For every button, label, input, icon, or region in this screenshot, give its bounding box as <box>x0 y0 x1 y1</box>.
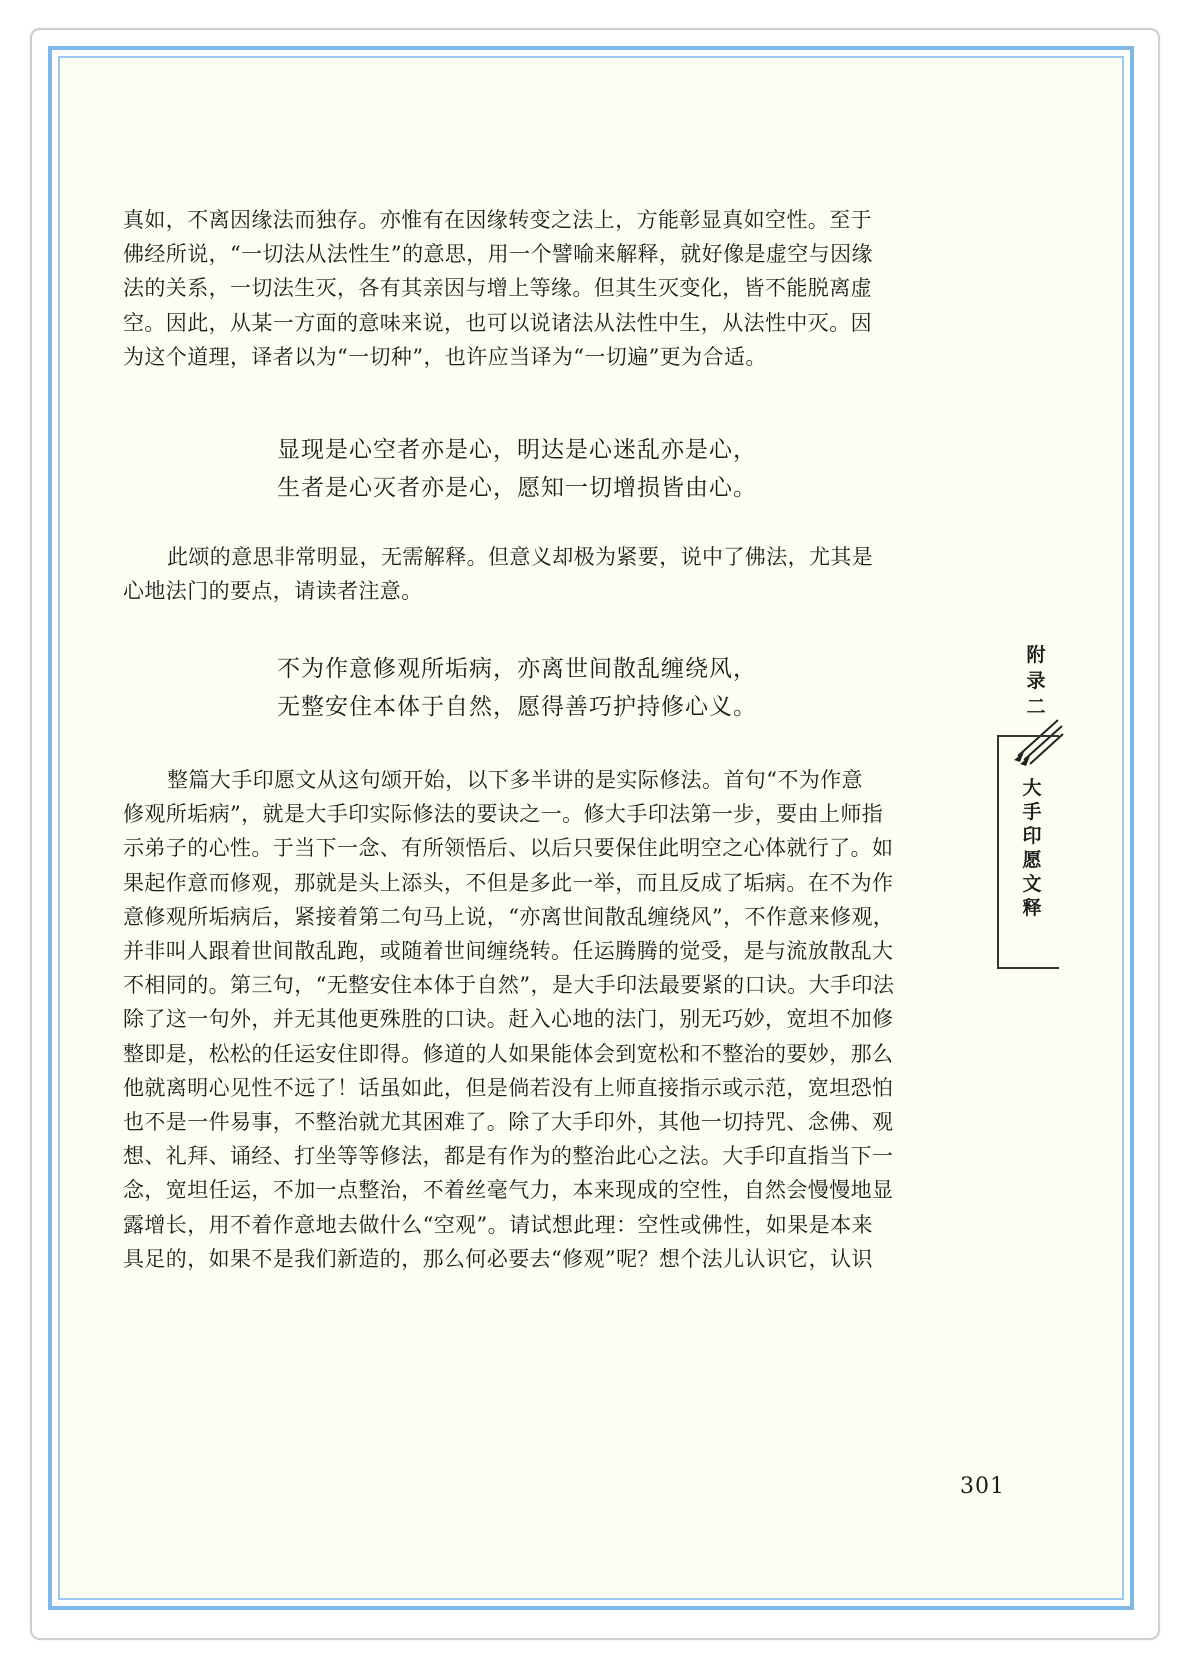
side-title-char: 印 <box>1022 825 1042 847</box>
text-line: 法的关系，一切法生灭，各有其亲因与增上等缘。但其生灭变化，皆不能脱离虚 <box>123 276 872 301</box>
verse-2 <box>277 650 757 726</box>
paragraph-3 <box>123 763 923 1276</box>
text-line: 露增长，用不着作意地去做什么“空观”。请试想此理：空性或佛性，如果是本来 <box>123 1212 873 1237</box>
text-line: 果起作意而修观，那就是头上添头，不但是多此一举，而且反成了垢病。在不为作 <box>123 870 894 895</box>
text-line: 此颂的意思非常明显，无需解释。但意义却极为紧要，说中了佛法，尤其是 <box>167 545 874 569</box>
text-line: 除了这一句外，并无其他更殊胜的口诀。赶入心地的法门，别无巧妙，宽坦不加修 <box>123 1007 894 1032</box>
text-line: 并非叫人跟着世间散乱跑，或随着世间缠绕转。任运腾腾的觉受，是与流放散乱大 <box>123 939 894 964</box>
text-line: 想、礼拜、诵经、打坐等等修法，都是有作为的整治此心之法。大手印直指当下一 <box>123 1144 894 1169</box>
text-line: 示弟子的心性。于当下一念、有所领悟后、以后只要保住此明空之心体就行了。如 <box>123 836 894 861</box>
side-label-char: 附 <box>1026 644 1046 666</box>
side-title-char: 文 <box>1022 873 1042 895</box>
text-line: 具足的，如果不是我们新造的，那么何必要去“修观”呢？想个法儿认识它，认识 <box>123 1246 873 1271</box>
side-title-char: 手 <box>1022 801 1042 823</box>
side-title-char: 释 <box>1022 897 1042 919</box>
text-line: 意修观所垢病后，紧接着第二句马上说，“亦离世间散乱缠绕风”，不作意来修观， <box>123 904 895 929</box>
page-number: 301 <box>960 1474 1005 1499</box>
text-line: 也不是一件易事，不整治就尤其困难了。除了大手印外，其他一切持咒、念佛、观 <box>123 1110 894 1135</box>
paragraph-2 <box>123 540 923 608</box>
side-label-char: 二 <box>1026 696 1046 718</box>
text-line: 他就离明心见性不远了！话虽如此，但是倘若没有上师直接指示或示范，宽坦恐怕 <box>123 1075 894 1100</box>
text-line: 心地法门的要点，请读者注意。 <box>123 579 423 604</box>
appendix-side-label <box>1016 642 1056 720</box>
text-line: 佛经所说，“一切法从法性生”的意思，用一个譬喻来解释，就好像是虚空与因缘 <box>123 242 873 267</box>
text-line: 不相同的。第三句，“无整安住本体于自然”，是大手印法最要紧的口诀。大手印法 <box>123 973 895 998</box>
side-title-char: 愿 <box>1022 849 1042 871</box>
side-title-char: 大 <box>1022 777 1042 799</box>
verse-1 <box>277 431 757 507</box>
verse-line: 不为作意修观所垢病，亦离世间散乱缠绕风， <box>277 656 757 682</box>
paragraph-1 <box>123 203 923 374</box>
text-line: 空。因此，从某一方面的意味来说，也可以说诸法从法性中生，从法性中灭。因 <box>123 310 872 335</box>
text-line: 为这个道理，译者以为“一切种”，也许应当译为“一切遍”更为合适。 <box>123 344 767 369</box>
text-line: 念，宽坦任运，不加一点整治，不着丝毫气力，本来现成的空性，自然会慢慢地显 <box>123 1178 894 1203</box>
verse-line: 显现是心空者亦是心，明达是心迷乱亦是心， <box>277 437 757 463</box>
verse-line: 生者是心灭者亦是心，愿知一切增损皆由心。 <box>277 475 757 501</box>
book-title-vertical <box>1012 776 1052 920</box>
text-line: 修观所垢病”，就是大手印实际修法的要诀之一。修大手印法第一步，要由上师指 <box>123 802 884 827</box>
verse-line: 无整安住本体于自然，愿得善巧护持修心义。 <box>277 694 757 720</box>
text-line: 整篇大手印愿文从这句颂开始，以下多半讲的是实际修法。首句“不为作意 <box>167 768 863 792</box>
side-label-char: 录 <box>1026 670 1046 692</box>
text-line: 整即是，松松的任运安住即得。修道的人如果能体会到宽松和不整治的要妙，那么 <box>123 1041 894 1066</box>
text-line: 真如，不离因缘法而独存。亦惟有在因缘转变之法上，方能彰显真如空性。至于 <box>123 208 872 232</box>
